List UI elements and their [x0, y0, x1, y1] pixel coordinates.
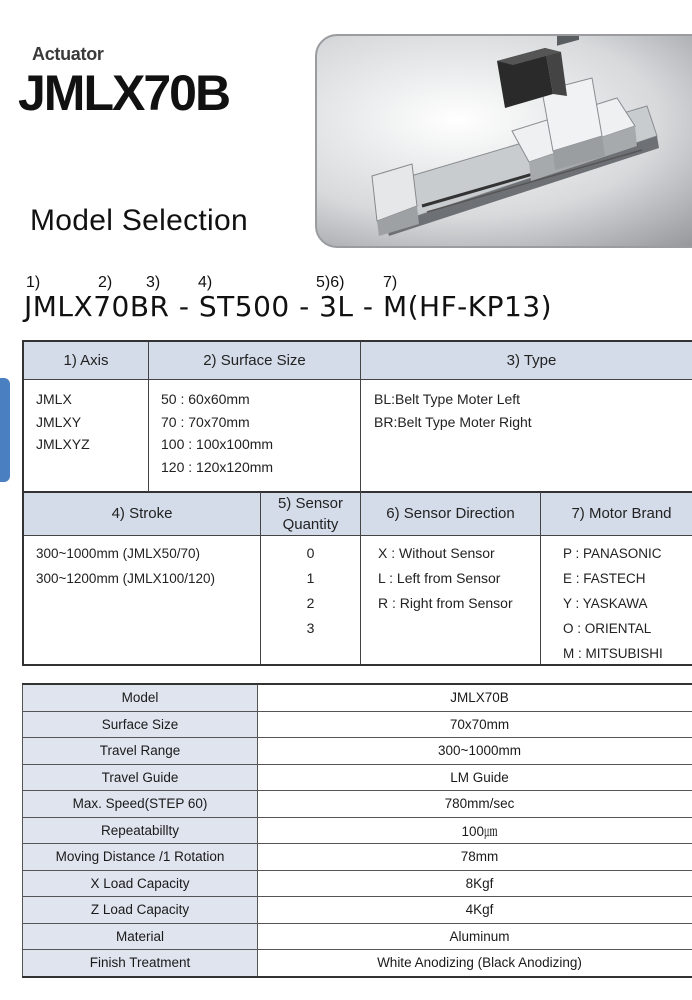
spec-value: 300~1000mm [258, 738, 692, 765]
surface-size-option: 100 : 100x100mm [161, 436, 274, 452]
spec-label: Travel Range [23, 738, 258, 765]
sensor-quantity-option: 0 [306, 545, 315, 561]
spec-value: 8Kgf [258, 870, 692, 897]
axis-options [36, 388, 90, 456]
spec-value: 70x70mm [258, 711, 692, 738]
spec-label: Finish Treatment [23, 950, 258, 977]
motor-brand-options [563, 541, 663, 666]
code-marker-2: 2) [98, 274, 113, 291]
surface-size-option: 50 : 60x60mm [161, 391, 250, 407]
spec-value: Aluminum [258, 923, 692, 950]
sensor-direction-option: X : Without Sensor [378, 545, 495, 561]
spec-table [22, 683, 692, 978]
axis-option: JMLX [36, 391, 72, 407]
header-sensor-quantity [261, 492, 360, 535]
motor-brand-option: M : MITSUBISHI [563, 646, 663, 661]
spec-row [23, 684, 692, 711]
side-tab [0, 378, 10, 482]
header-stroke: 4) Stroke [24, 492, 260, 535]
grid-line [24, 535, 692, 536]
grid-line [148, 342, 149, 492]
spec-value: LM Guide [258, 764, 692, 791]
model-selection-table [22, 340, 692, 666]
spec-label: Material [23, 923, 258, 950]
grid-line [260, 492, 261, 664]
linear-actuator-image [317, 36, 692, 246]
spec-label: Travel Guide [23, 764, 258, 791]
type-options [374, 388, 532, 433]
surface-size-option: 70 : 70x70mm [161, 413, 250, 430]
spec-row [23, 791, 692, 818]
sensor-direction-option: R : Right from Sensor [378, 595, 513, 611]
motor-brand-option: P : PANASONIC [563, 546, 662, 561]
spec-label: Z Load Capacity [23, 897, 258, 924]
header-sensor-quantity-line2: Quantity [282, 515, 339, 533]
surface-size-options [161, 388, 273, 478]
sensor-quantity-option: 1 [306, 570, 315, 586]
type-option: BL:Belt Type Moter Left [374, 391, 521, 407]
code-marker-4: 4) [198, 274, 213, 291]
code-marker-5-6: 5)6) [316, 274, 345, 291]
stroke-option: 300~1000mm (JMLX50/70) [36, 546, 200, 561]
axis-option: JMLXYZ [36, 436, 90, 452]
spec-label: Model [23, 684, 258, 711]
product-title: JMLX70B [18, 65, 230, 121]
axis-option: JMLXY [36, 413, 82, 430]
spec-value: White Anodizing (Black Anodizing) [258, 950, 692, 977]
grid-line [24, 491, 692, 493]
spec-label: Moving Distance /1 Rotation [23, 844, 258, 871]
spec-row [23, 870, 692, 897]
sensor-quantity-options [261, 541, 360, 641]
code-marker-1: 1) [26, 274, 41, 291]
spec-row [23, 950, 692, 977]
surface-size-option: 120 : 120x120mm [161, 458, 274, 475]
header-sensor-direction: 6) Sensor Direction [361, 492, 540, 535]
spec-row [23, 764, 692, 791]
spec-row [23, 897, 692, 924]
code-marker-3: 3) [146, 274, 161, 291]
header-sensor-quantity-line1: 5) Sensor [277, 494, 344, 512]
spec-label: Surface Size [23, 711, 258, 738]
spec-value: JMLX70B [258, 684, 692, 711]
motor-brand-option: Y : YASKAWA [563, 596, 648, 611]
product-photo [315, 34, 692, 248]
code-marker-7: 7) [383, 274, 398, 291]
header-axis: 1) Axis [24, 342, 148, 379]
spec-row [23, 844, 692, 871]
spec-value: 78mm [258, 844, 692, 871]
section-title: Model Selection [30, 204, 248, 237]
spec-row [23, 923, 692, 950]
type-option: BR:Belt Type Moter Right [374, 413, 532, 430]
grid-line [540, 492, 541, 664]
spec-value: 4Kgf [258, 897, 692, 924]
sensor-direction-options [378, 541, 513, 616]
sensor-quantity-option: 2 [306, 595, 315, 611]
spec-value: 780mm/sec [258, 791, 692, 818]
header-surface-size: 2) Surface Size [149, 342, 360, 379]
spec-value: 100㎛ [258, 817, 692, 844]
stroke-option: 300~1200mm (JMLX100/120) [36, 571, 215, 586]
spec-label: Repeatabillty [23, 817, 258, 844]
header-type: 3) Type [361, 342, 692, 379]
grid-line [360, 342, 361, 664]
model-code: JMLX70BR - ST500 - 3L - M(HF-KP13) [24, 290, 553, 323]
grid-line [24, 379, 692, 380]
motor-brand-option: E : FASTECH [563, 571, 646, 586]
sensor-quantity-option: 3 [306, 620, 315, 636]
spec-row [23, 738, 692, 765]
category-label: Actuator [32, 44, 104, 64]
motor-brand-option: O : ORIENTAL [563, 621, 652, 636]
sensor-direction-option: L : Left from Sensor [378, 570, 501, 586]
spec-row [23, 817, 692, 844]
spec-row [23, 711, 692, 738]
stroke-options [36, 541, 215, 591]
header-motor-brand: 7) Motor Brand [541, 492, 692, 535]
spec-label: X Load Capacity [23, 870, 258, 897]
spec-label: Max. Speed(STEP 60) [23, 791, 258, 818]
